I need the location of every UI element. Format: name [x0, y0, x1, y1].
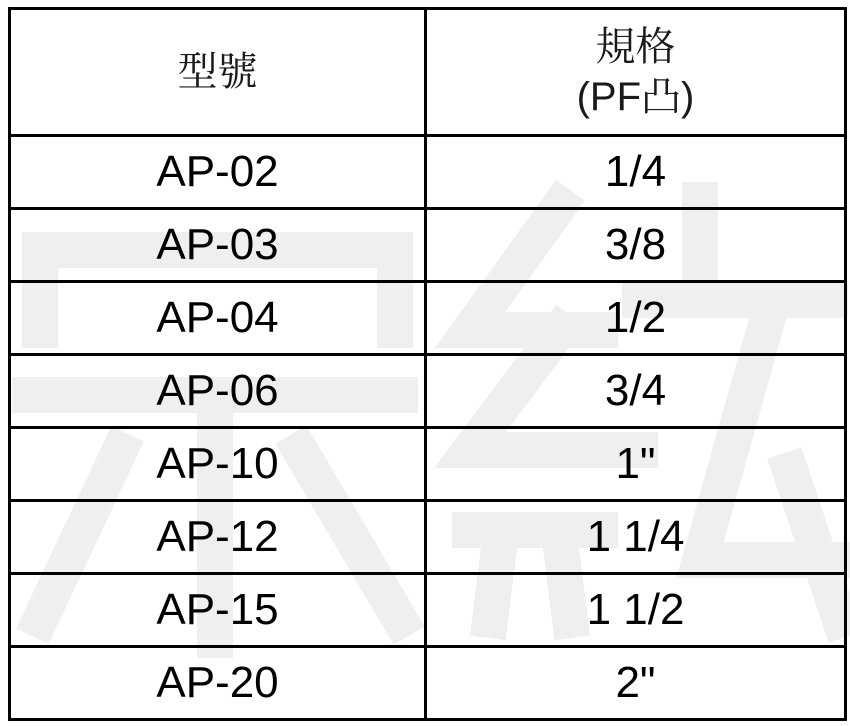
spec-cell: 3/8 [426, 209, 846, 282]
header-row [10, 9, 846, 136]
table-row [10, 574, 846, 647]
header-model-label: 型號 [177, 50, 258, 94]
header-spec [426, 9, 846, 136]
header-model [10, 9, 426, 136]
model-cell: AP-02 [10, 136, 426, 209]
model-cell: AP-03 [10, 209, 426, 282]
table-row [10, 501, 846, 574]
model-cell: AP-10 [10, 428, 426, 501]
model-cell: AP-20 [10, 647, 426, 720]
spec-cell: 1/2 [426, 282, 846, 355]
table-row [10, 355, 846, 428]
table-row [10, 136, 846, 209]
table-row [10, 209, 846, 282]
model-cell: AP-06 [10, 355, 426, 428]
header-spec-unit: (PF凸) [576, 75, 695, 119]
header-spec-label: 規格 [595, 25, 676, 69]
spec-cell: 1 1/4 [426, 501, 846, 574]
spec-cell: 1 1/2 [426, 574, 846, 647]
model-cell: AP-15 [10, 574, 426, 647]
spec-cell: 1" [426, 428, 846, 501]
table-row [10, 647, 846, 720]
spec-table [8, 7, 847, 721]
spec-cell: 3/4 [426, 355, 846, 428]
table-row [10, 282, 846, 355]
model-cell: AP-04 [10, 282, 426, 355]
spec-cell: 2" [426, 647, 846, 720]
table-row [10, 428, 846, 501]
model-cell: AP-12 [10, 501, 426, 574]
spec-cell: 1/4 [426, 136, 846, 209]
